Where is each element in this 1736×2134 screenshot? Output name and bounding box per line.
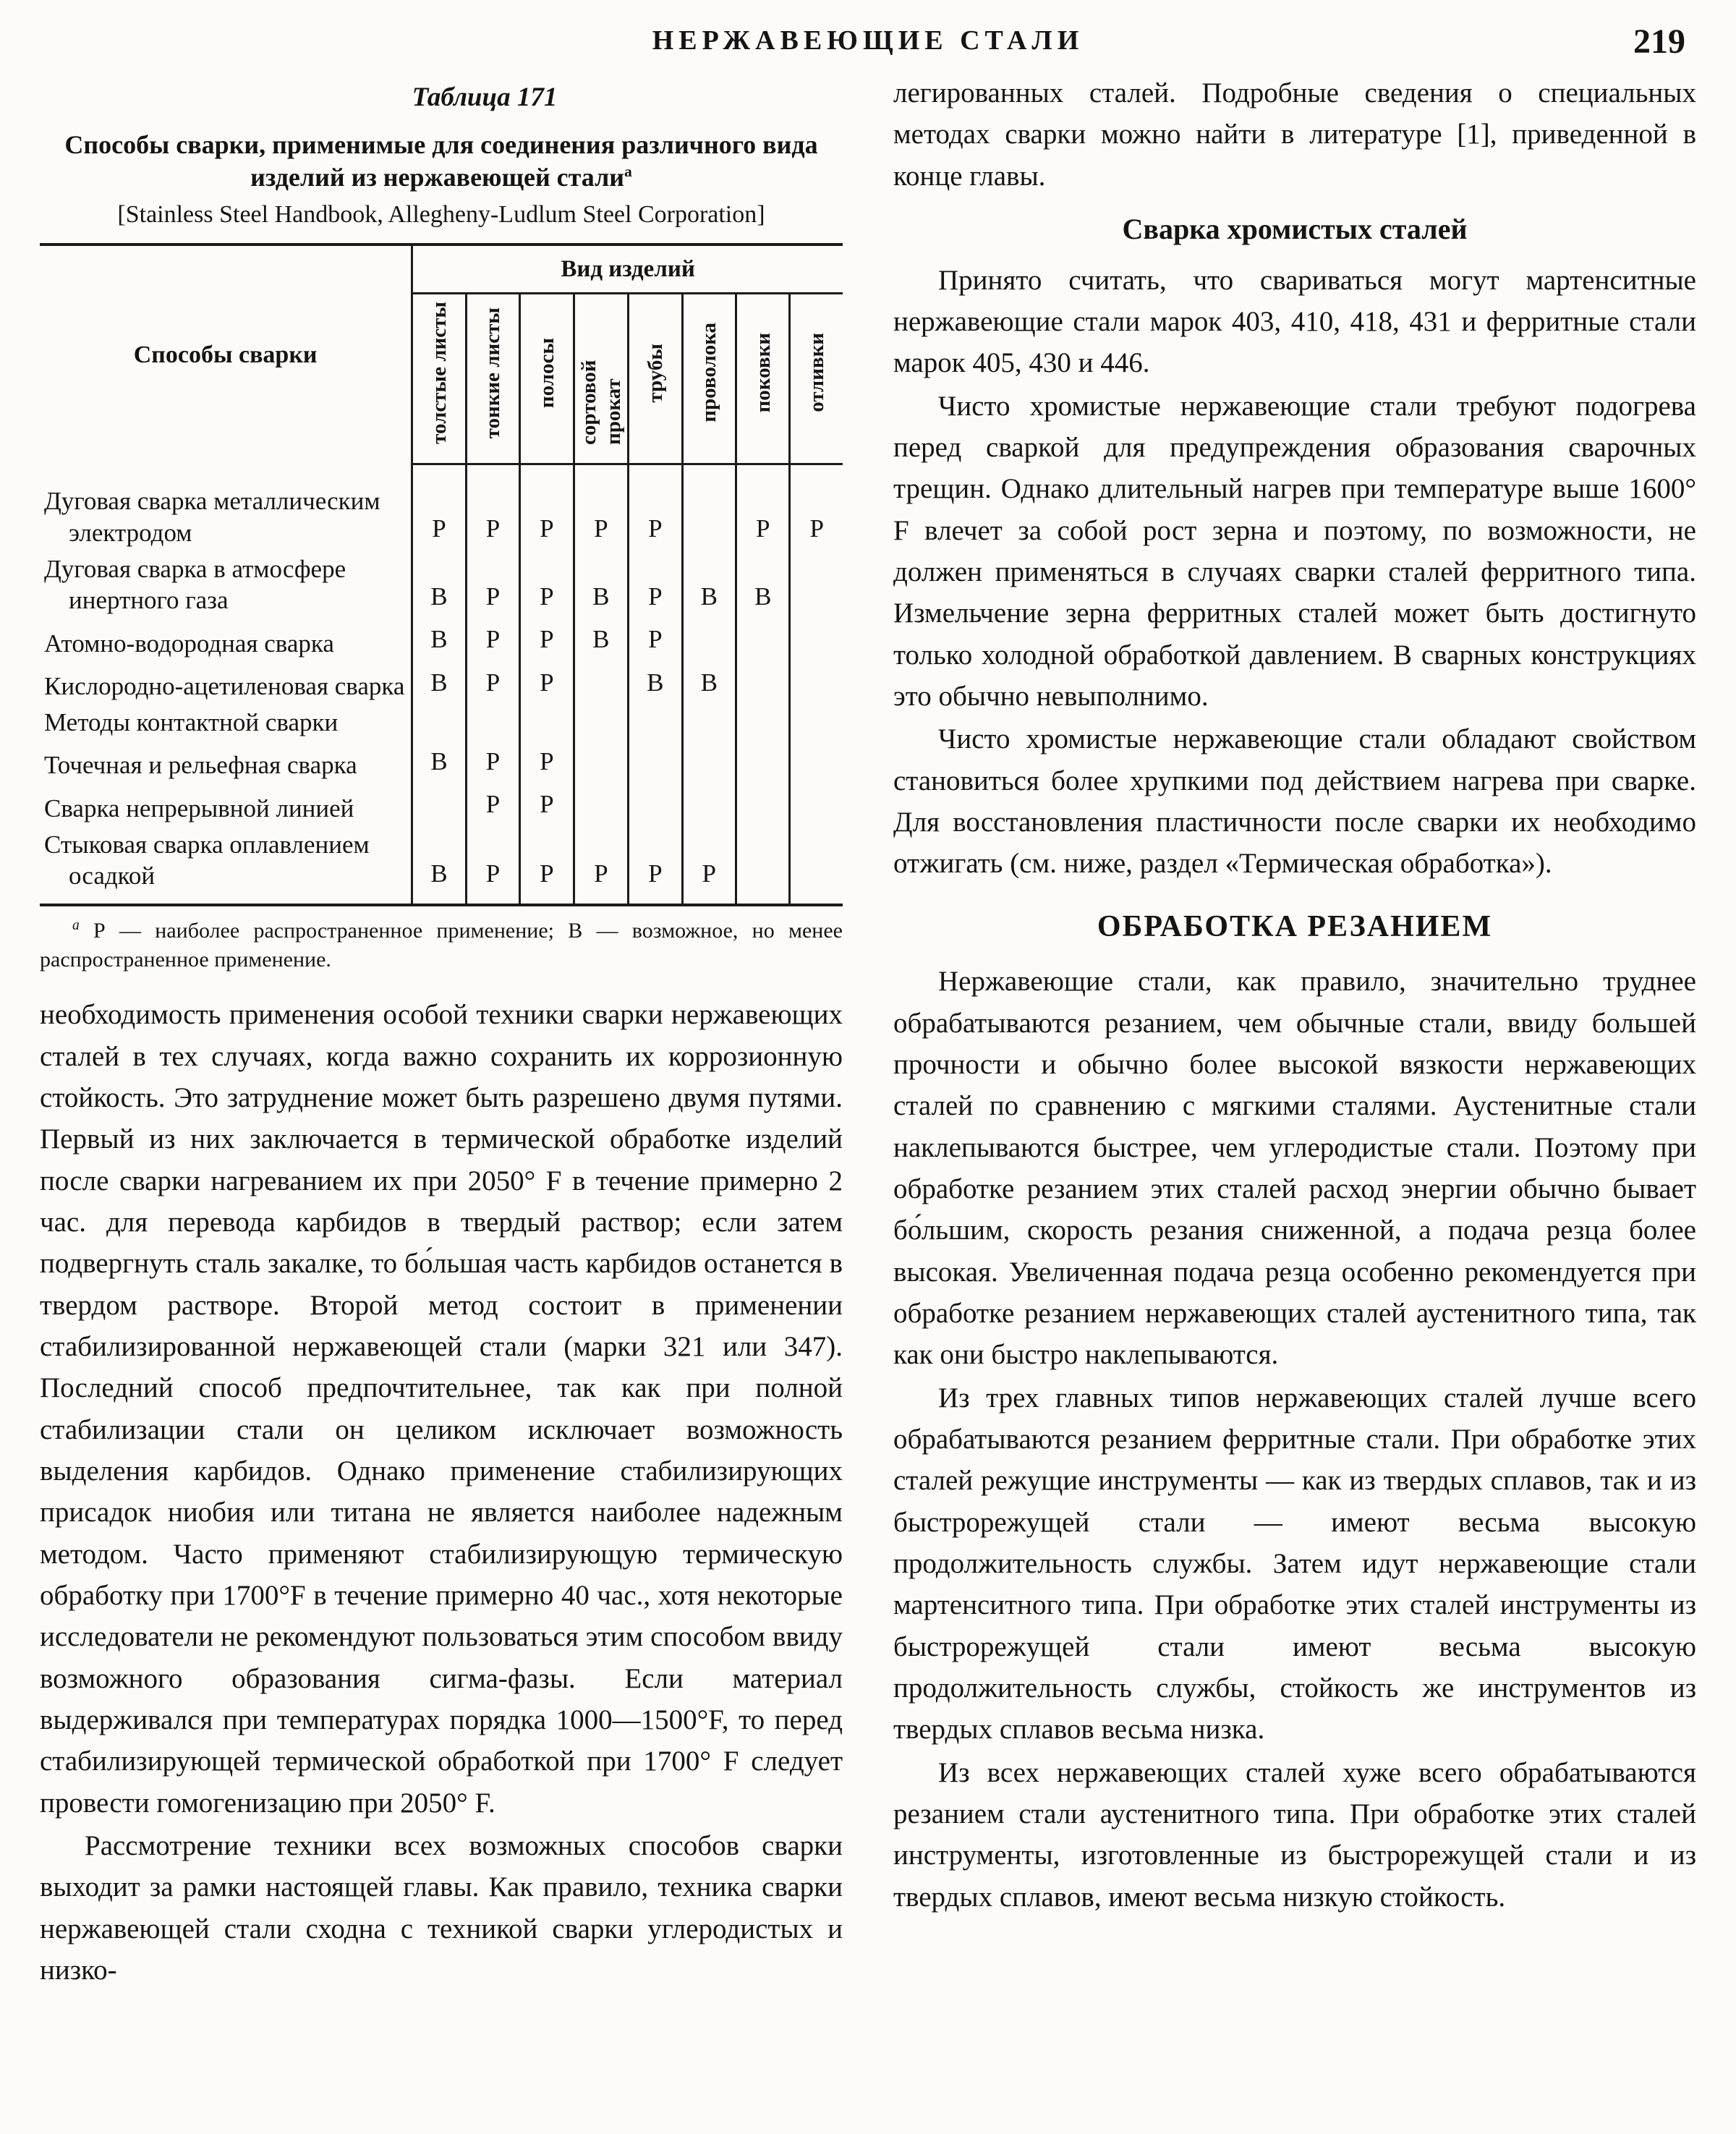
table-cell: В [574, 618, 628, 661]
table-cell [574, 741, 628, 783]
table-cell [736, 827, 790, 906]
paragraph: Чисто хромистые нержавеющие стали требуют подогрева перед сваркой для предупреждения образования сварочных трещин. Однако длительный нагрев при температуре выше 1600° F влечет за собой рост зерна и поэтому, по возможности, не должен применяться в случаях сварки сталей ферритного типа. Измельчение зерна ферритных сталей может быть достигнуто только холодной обработкой давлением. В сварных конструкциях это обычно невыполнимо. [893, 390, 1696, 713]
table-title-footnote-mark: а [624, 163, 632, 181]
table-cell [466, 705, 519, 741]
method-label: Точечная и рельефная сварка [40, 741, 412, 783]
paragraph: Из всех нержавеющих сталей хуже всего обрабатываются резанием стали аустенитного типа. При обработке этих сталей инструменты, изготовленные из быстрорежущей стали и из твердых сплавов, имеют весьма низкую стойкость. [893, 1756, 1696, 1913]
table-source: [Stainless Steel Handbook, Allegheny-Ludlum Steel Corporation] [117, 201, 765, 229]
table-cell [574, 705, 628, 741]
welding-methods-table [40, 243, 843, 906]
method-label: Стыковая сварка оплавлением осадкой [40, 827, 412, 906]
table-row [40, 783, 843, 826]
table-cell [682, 705, 736, 741]
table-cell: Р [412, 464, 466, 551]
table-cell: В [629, 662, 682, 705]
table-header-row [40, 245, 843, 294]
table-row [40, 705, 843, 741]
table-cell: В [682, 551, 736, 619]
column-header-castings: отливки [790, 294, 843, 464]
page-header [40, 22, 1696, 72]
table-cell: Р [629, 618, 682, 661]
paragraph: необходимость применения особой техники сварки нержавеющих сталей в тех случаях, когда важно сохранить их коррозионную стойкость. Это затруднение может быть разрешено двумя путями. Первый из них заключается в термической обработке изделий после сварки нагреванием их при 2050° F в течение примерно 2 час. для перевода карбидов в твердый раствор; если затем подвергнуть сталь закалке, то бо́льшая часть карбидов останется в твердом растворе. Второй метод состоит в применении стабилизированной нержавеющей стали (марки 321 или 347). Последний способ предпочтительнее, так как при полной стабилизации стали он целиком исключает возможность выделения карбидов. Однако применение стабилизирующих присадок ниобия или титана не является наиболее надежным методом. Часто применяют стабилизирующую термическую обработку при 1700°F в течение примерно 40 час., хотя некоторые исследователи не рекомендуют пользоваться этим способом ввиду возможного образования сигма-фазы. Если материал выдерживался при температурах порядка 1000—1500°F, то перед стабилизирующей термической обработкой при 1700° F следует провести гомогенизацию при 2050° F. [40, 999, 843, 1819]
method-label: Атомно-водородная сварка [40, 618, 412, 661]
table-cell: Р [520, 662, 574, 705]
table-footnote [40, 917, 843, 974]
table-cell: В [736, 551, 790, 619]
method-label: Сварка непрерывной линией [40, 783, 412, 826]
section-heading-chromium-steel-welding: Сварка хромистых сталей [1122, 212, 1468, 245]
table-cell [790, 827, 843, 906]
table-cell [629, 705, 682, 741]
table-cell: Р [466, 464, 519, 551]
table-cell: Р [466, 662, 519, 705]
table-cell: Р [466, 783, 519, 826]
table-cell [790, 705, 843, 741]
table-cell: Р [466, 827, 519, 906]
paragraph: Нержавеющие стали, как правило, значительно труднее обрабатываются резанием, чем обычные стали, ввиду большей прочности и обычно более высокой вязкости нержавеющих сталей по сравнению с мягкими сталями. Аустенитные стали наклепываются быстрее, чем углеродистые стали. Поэтому при обработке резанием этих сталей расход энергии обычно бывает бо́льшим, скорость резания сниженной, а подача резца более высокая. Увеличенная подача резца особенно рекомендуется при обработке резанием нержавеющих сталей аустенитного типа, так как они быстро наклепываются. [893, 966, 1696, 1371]
methods-column-header: Способы сварки [40, 245, 412, 464]
table-cell: В [412, 618, 466, 661]
paragraph: Из трех главных типов нержавеющих сталей лучше всего обрабатываются резанием ферритные стали. При обработке этих сталей режущие инструменты — как из твердых сплавов, так и из быстрорежущей стали — имеют весьма высокую продолжительность службы. Затем идут нержавеющие стали мартенситного типа. При обработке этих сталей инструменты из быстрорежущей стали имеют весьма высокую продолжительность службы, стойкость же инструментов из твердых сплавов весьма низка. [893, 1382, 1696, 1746]
table-cell [790, 618, 843, 661]
table-cell: В [682, 662, 736, 705]
right-column [893, 72, 1696, 1992]
method-label: Дуговая сварка металлическим электродом [40, 464, 412, 551]
table-row [40, 551, 843, 619]
table-cell [790, 662, 843, 705]
table-cell [629, 741, 682, 783]
method-group-label: Методы контактной сварки [40, 705, 412, 741]
column-header-pipes: трубы [629, 294, 682, 464]
table-cell [682, 464, 736, 551]
page-number: 219 [1633, 22, 1685, 61]
method-label: Кислородно-ацетиленовая сварка [40, 662, 412, 705]
table-row [40, 827, 843, 906]
table-cell: В [412, 827, 466, 906]
table-cell: Р [466, 741, 519, 783]
column-header-forgings: поковки [736, 294, 790, 464]
table-cell: Р [466, 618, 519, 661]
table-cell: Р [574, 464, 628, 551]
table-cell [629, 783, 682, 826]
table-cell: Р [629, 551, 682, 619]
table-cell: Р [790, 464, 843, 551]
table-cell: В [412, 662, 466, 705]
table-cell [790, 741, 843, 783]
table-cell: Р [520, 618, 574, 661]
paragraph: легированных сталей. Подробные сведения о специальных методах сварки можно найти в литературе [1], приведенной в конце главы. [893, 77, 1696, 192]
table-cell: В [574, 551, 628, 619]
method-label: Дуговая сварка в атмосфере инертного газа [40, 551, 412, 619]
table-cell: Р [736, 464, 790, 551]
table-cell [682, 741, 736, 783]
table-cell [736, 783, 790, 826]
table-cell [736, 618, 790, 661]
table-cell: Р [574, 827, 628, 906]
table-cell: Р [682, 827, 736, 906]
table-cell [682, 783, 736, 826]
table-cell: Р [520, 551, 574, 619]
table-cell: Р [629, 827, 682, 906]
left-column [40, 72, 843, 1992]
footnote-mark: а [72, 918, 80, 934]
table-title-text: Способы сварки, применимые для соединения различного вида изделий из нержавеющей стали [64, 130, 818, 192]
table-cell [736, 741, 790, 783]
table-cell [682, 618, 736, 661]
table-cell: В [412, 551, 466, 619]
table-cell [736, 662, 790, 705]
table-caption: Таблица 171 [412, 82, 558, 112]
table-row [40, 662, 843, 705]
table-cell [736, 705, 790, 741]
column-header-wire: проволока [682, 294, 736, 464]
paragraph: Чисто хромистые нержавеющие стали обладают свойством становиться более хрупкими под действием нагрева при сварке. Для восстановления пластичности после сварки их необходимо отжигать (см. ниже, раздел «Термическая обработка»). [893, 723, 1696, 880]
products-group-header: Вид изделий [412, 245, 843, 294]
column-header-bar-stock: сортовой прокат [574, 294, 628, 464]
running-title: НЕРЖАВЕЮЩИЕ СТАЛИ [652, 25, 1084, 56]
table-row [40, 618, 843, 661]
table-cell: Р [520, 827, 574, 906]
table-title [40, 129, 843, 194]
table-cell [412, 705, 466, 741]
footnote-text: Р — наиболее распространенное применение; В — возможное, но менее распространенное применение. [40, 919, 843, 972]
table-cell: Р [629, 464, 682, 551]
table-cell [412, 783, 466, 826]
table-cell: Р [520, 783, 574, 826]
table-cell [790, 783, 843, 826]
table-cell [790, 551, 843, 619]
column-header-thick-sheets: толстые листы [412, 294, 466, 464]
table-cell [574, 783, 628, 826]
table-cell [520, 705, 574, 741]
table-cell: В [412, 741, 466, 783]
table-cell [574, 662, 628, 705]
table-cell: Р [520, 464, 574, 551]
section-heading-machining: ОБРАБОТКА РЕЗАНИЕМ [1097, 909, 1493, 943]
table-cell: Р [520, 741, 574, 783]
paragraph: Рассмотрение техники всех возможных способов сварки выходит за рамки настоящей главы. Как правило, техника сварки нержавеющей стали сходна с техникой сварки углеродистых и низко- [40, 1829, 843, 1986]
column-header-strips: полосы [520, 294, 574, 464]
table-row [40, 464, 843, 551]
table-row [40, 741, 843, 783]
table-cell: Р [466, 551, 519, 619]
paragraph: Принято считать, что свариваться могут мартенситные нержавеющие стали марок 403, 410, 418, 431 и ферритные стали марок 405, 430 и 446. [893, 264, 1696, 379]
text-columns [40, 72, 1696, 1992]
column-header-thin-sheets: тонкие листы [466, 294, 519, 464]
